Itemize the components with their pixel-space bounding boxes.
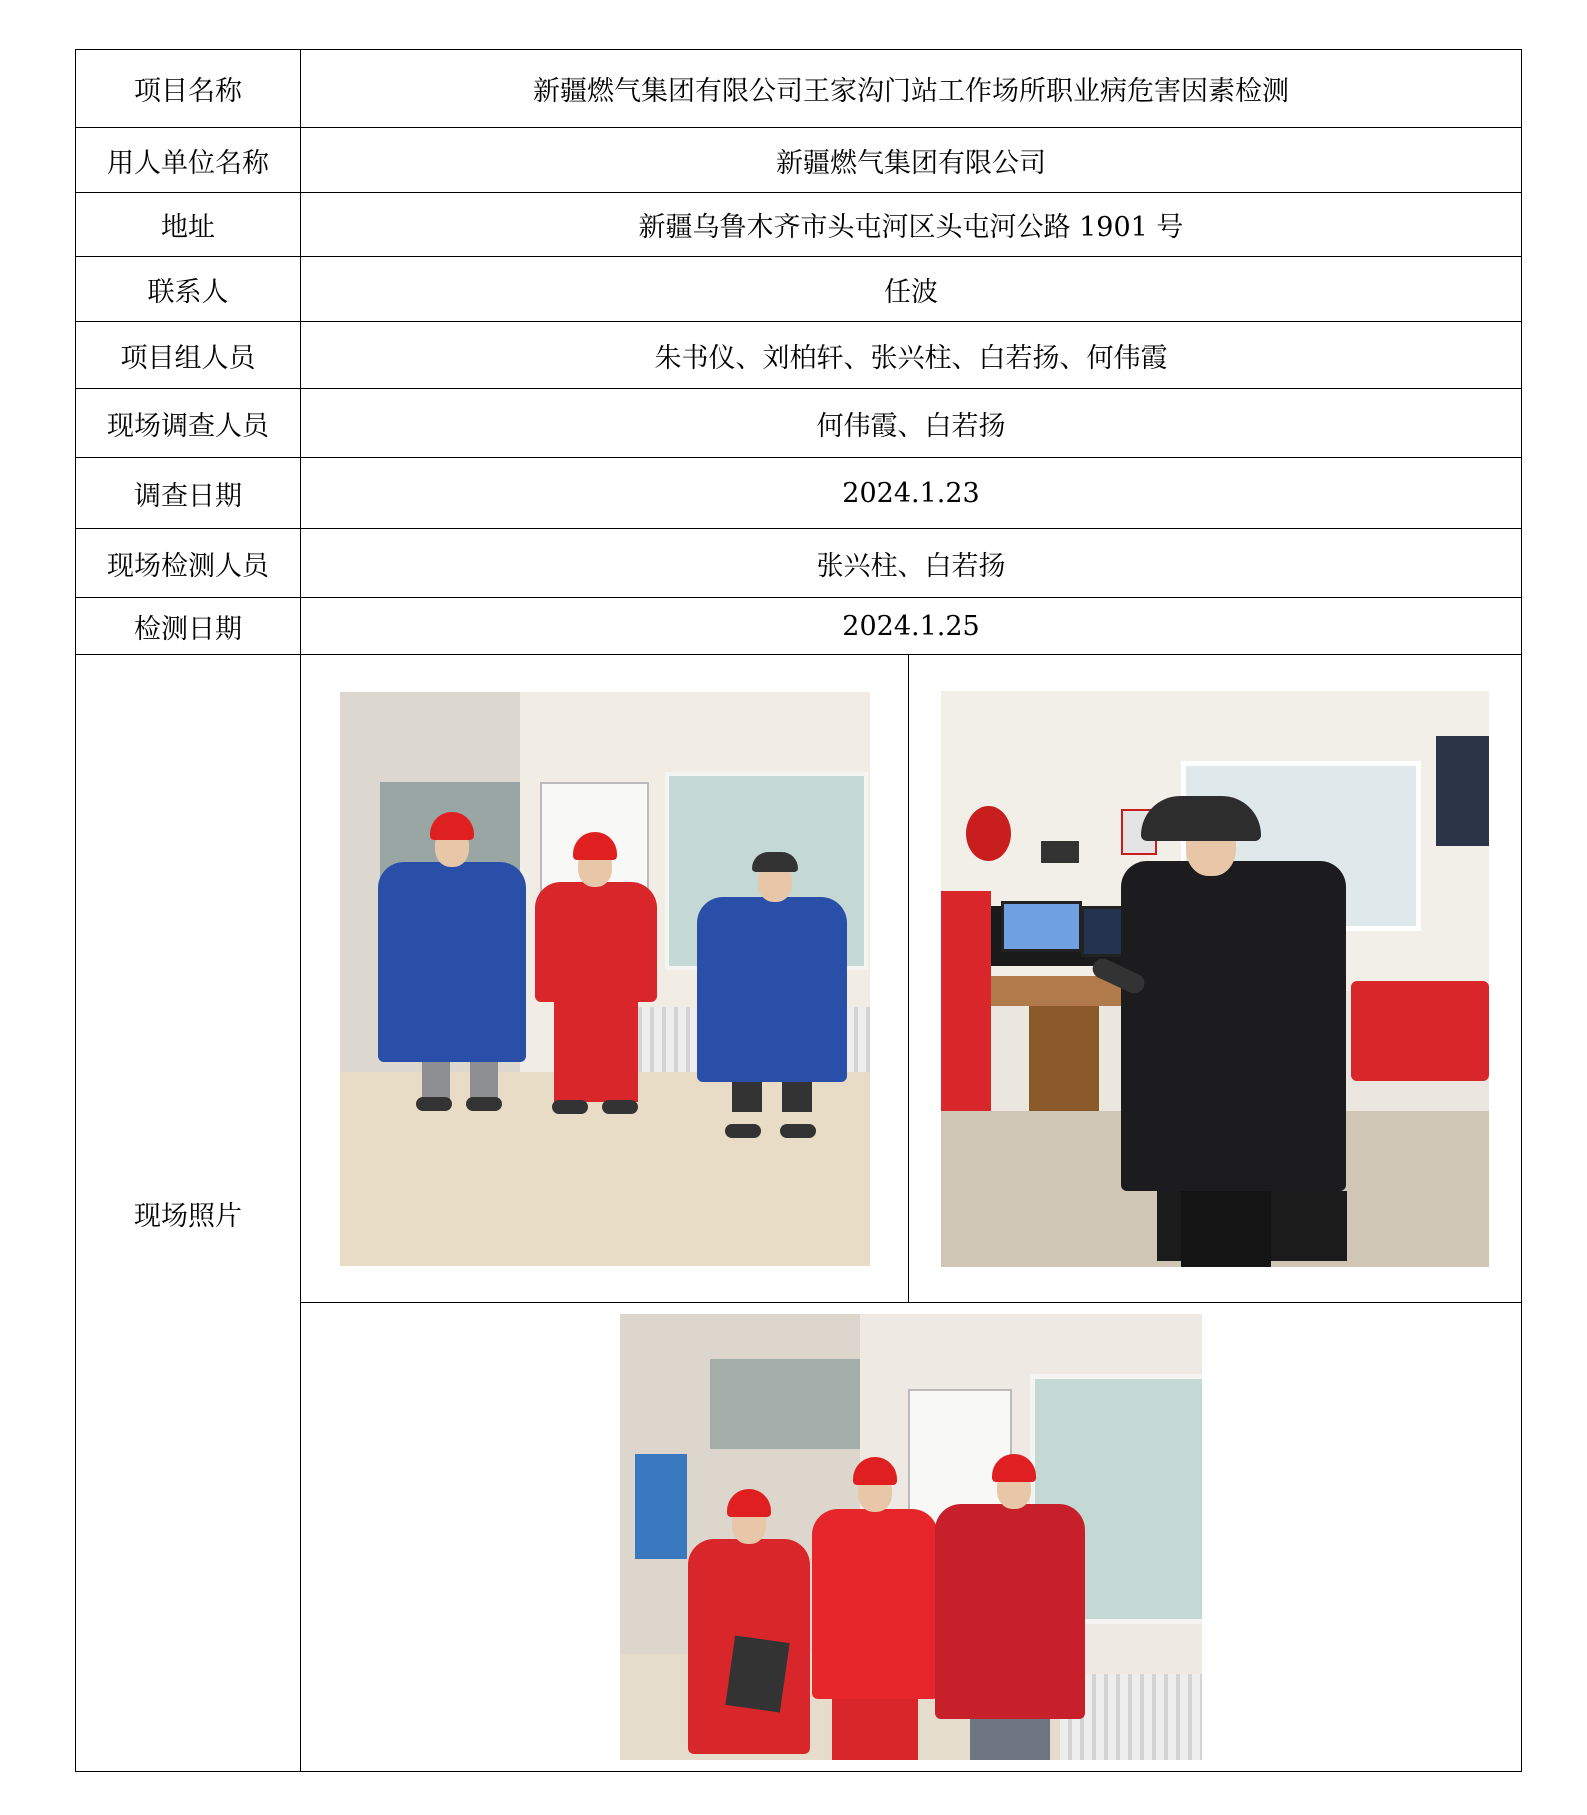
- photo-cell-2: [909, 655, 1522, 1303]
- label-survey-staff: 现场调查人员: [76, 389, 301, 458]
- row-project-name: [76, 50, 1522, 128]
- label-photos: 现场照片: [76, 655, 301, 1772]
- value-team: 朱书仪、刘柏轩、张兴柱、白若扬、何伟霞: [301, 322, 1522, 389]
- photo-cell-1: [301, 655, 909, 1303]
- row-photos-top: [76, 655, 1522, 1303]
- value-contact: 任波: [301, 257, 1522, 322]
- label-test-date: 检测日期: [76, 598, 301, 655]
- value-address: 新疆乌鲁木齐市头屯河区头屯河公路 1901 号: [301, 193, 1522, 257]
- label-contact: 联系人: [76, 257, 301, 322]
- value-test-date: 2024.1.25: [301, 598, 1522, 655]
- label-project-name: 项目名称: [76, 50, 301, 128]
- row-employer: [76, 128, 1522, 193]
- row-team: [76, 322, 1522, 389]
- row-test-staff: [76, 529, 1522, 598]
- photo-team-red-coats: [620, 1314, 1202, 1760]
- info-table: [75, 49, 1522, 1772]
- photo-cell-3: [301, 1303, 1522, 1772]
- value-survey-date: 2024.1.23: [301, 458, 1522, 529]
- row-survey-staff: [76, 389, 1522, 458]
- row-test-date: [76, 598, 1522, 655]
- value-test-staff: 张兴柱、白若扬: [301, 529, 1522, 598]
- row-survey-date: [76, 458, 1522, 529]
- value-project-name: 新疆燃气集团有限公司王家沟门站工作场所职业病危害因素检测: [301, 50, 1522, 128]
- label-team: 项目组人员: [76, 322, 301, 389]
- value-employer: 新疆燃气集团有限公司: [301, 128, 1522, 193]
- row-address: [76, 193, 1522, 257]
- row-contact: [76, 257, 1522, 322]
- label-survey-date: 调查日期: [76, 458, 301, 529]
- label-test-staff: 现场检测人员: [76, 529, 301, 598]
- value-survey-staff: 何伟霞、白若扬: [301, 389, 1522, 458]
- label-address: 地址: [76, 193, 301, 257]
- photo-team-blue-red: [340, 692, 870, 1266]
- photo-noise-measurement: [941, 691, 1489, 1267]
- label-employer: 用人单位名称: [76, 128, 301, 193]
